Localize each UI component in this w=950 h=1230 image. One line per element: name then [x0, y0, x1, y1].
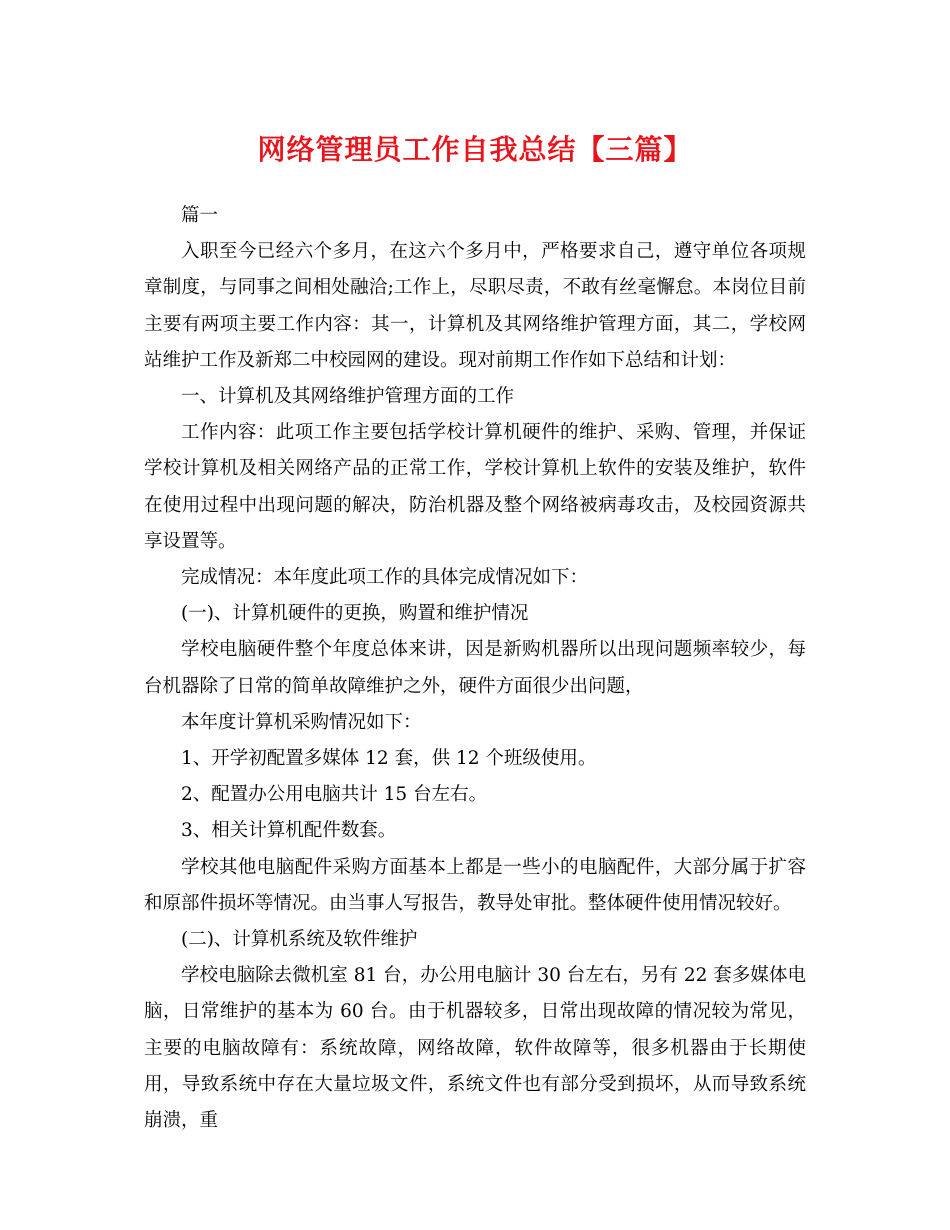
subsection-heading: (二)、计算机系统及软件维护: [181, 929, 418, 951]
subsection-heading: 一、计算机及其网络维护管理方面的工作: [181, 386, 515, 408]
paragraph: 学校电脑硬件整个年度总体来讲，因是新购机器所以出现问题频率较少，每台机器除了日常的简单故障维护之外，硬件方面很少出问题，: [144, 639, 806, 697]
paragraph: 工作内容：此项工作主要包括学校计算机硬件的维护、采购、管理，并保证学校计算机及相关网络产品的正常工作，学校计算机上软件的安装及维护，软件在使用过程中出现问题的解决，防治机器及整个网络被病毒攻击，及校园资源共享设置等。: [144, 422, 806, 552]
list-item: 1、开学初配置多媒体 12 套，供 12 个班级使用。: [181, 748, 597, 770]
section-heading: 篇一: [181, 205, 219, 226]
subsection-heading: (一)、计算机硬件的更换，购置和维护情况: [181, 603, 529, 625]
paragraph: 完成情况：本年度此项工作的具体完成情况如下：: [181, 567, 589, 589]
paragraph: 学校其他电脑配件采购方面基本上都是一些小的电脑配件，大部分属于扩容和原部件损坏等情况。由当事人写报告，教导处审批。整体硬件使用情况较好。: [144, 856, 806, 914]
list-item: 2、配置办公用电脑共计 15 台左右。: [181, 784, 488, 806]
paragraph: 入职至今已经六个多月，在这六个多月中，严格要求自己，遵守单位各项规章制度，与同事之间相处融洽;工作上，尽职尽责，不敢有丝毫懈怠。本岗位目前主要有两项主要工作内容：其一，计算机及其网络维护管理方面，其二，学校网站维护工作及新郑二中校园网的建设。现对前期工作作如下总结和计划：: [144, 241, 806, 371]
document-body: [144, 198, 806, 1139]
paragraph: 学校电脑除去微机室 81 台，办公用电脑计 30 台左右，另有 22 套多媒体电脑，日常维护的基本为 60 台。由于机器较多，日常出现故障的情况较为常见，主要的电脑故障有：系统故障，网络故障，软件故障等，很多机器由于长期使用，导致系统中存在大量垃圾文件，系统文件也有部分受到损坏，从而导致系统崩溃，重: [144, 965, 806, 1132]
paragraph: 本年度计算机采购情况如下：: [181, 711, 422, 733]
list-item: 3、相关计算机配件数套。: [181, 820, 397, 842]
document-title: 网络管理员工作自我总结【三篇】: [257, 133, 693, 166]
